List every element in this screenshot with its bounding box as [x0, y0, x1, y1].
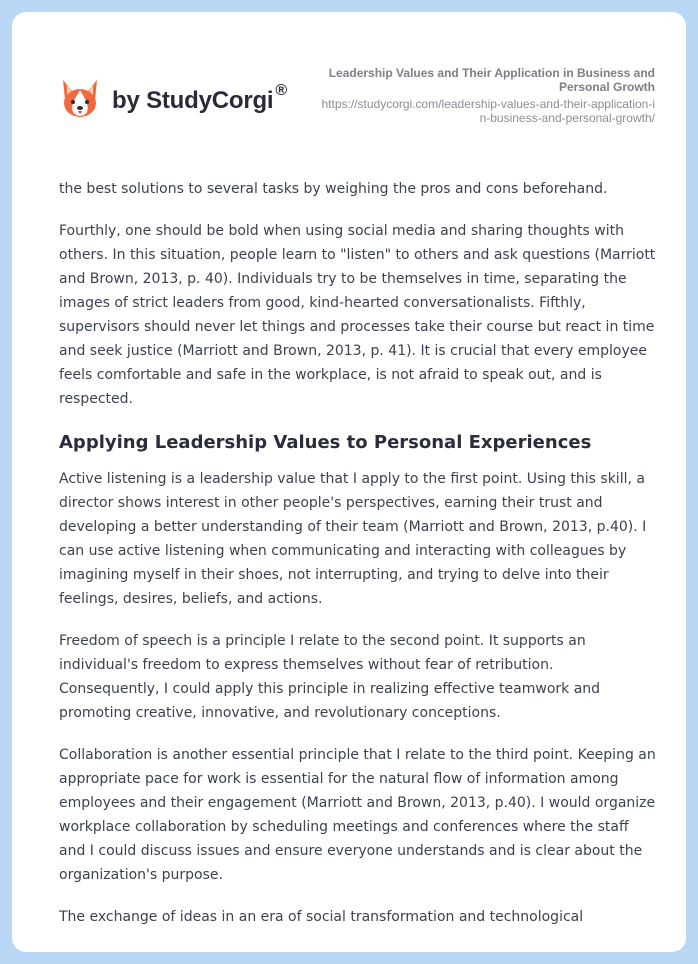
corgi-logo-icon [60, 76, 100, 120]
section-heading: Applying Leadership Values to Personal Experiences [59, 432, 592, 453]
article-body [59, 177, 657, 947]
registered-mark: ® [275, 81, 287, 99]
document-title: Leadership Values and Their Application in Business and Personal Growth [328, 66, 655, 94]
document-page [12, 12, 686, 952]
paragraph: The exchange of ideas in an era of social transformation and technological [59, 909, 584, 925]
paragraph: Fourthly, one should be bold when using social media and sharing thoughts with others. In this situation, people learn to "listen" to others and ask questions (Marriott and Brown, 2013, p. 40). Individuals try to be themselves in time, separating the images of strict leaders from good, kind-hearted conversationalists. Fifthly, supervisors should never let things and processes take their course but react in time and seek justice (Marriott and Brown, 2013, p. 41). It is crucial that every employee feels comfortable and safe in the workplace, is not afraid to speak out, and is respected. [59, 223, 656, 407]
brand-logo[interactable] [60, 76, 287, 120]
brand-name: by StudyCorgi ® [112, 81, 287, 114]
paragraph: Active listening is a leadership value that I apply to the first point. Using this skill, a director shows interest in other people's perspectives, earning their trust and developing a better understanding of their team (Marriott and Brown, 2013, p.40). I can use active listening when communicating and interacting with colleagues by imagining myself in their shoes, not interrupting, and trying to delve into their feelings, desires, beliefs, and actions. [59, 471, 647, 607]
paragraph: Freedom of speech is a principle I relate to the second point. It supports an individual's freedom to express themselves without fear of retribution. Consequently, I could apply this principle in realizing effective teamwork and promoting creative, innovative, and revolutionary conceptions. [59, 633, 601, 721]
paragraph: the best solutions to several tasks by weighing the pros and cons beforehand. [59, 181, 608, 197]
paragraph: Collaboration is another essential principle that I relate to the third point. Keeping an appropriate pace for work is essential for the natural flow of information among employees and their engagement (Marriott and Brown, 2013, p.40). I would organize workplace collaboration by scheduling meetings and conferences where the staff and I could discuss issues and ensure everyone understands and is clear about the organization's purpose. [59, 747, 656, 883]
document-url[interactable]: https://studycorgi.com/leadership-values-and-their-application-in-business-and-personal-growth/ [321, 97, 655, 125]
page-header [12, 12, 686, 152]
document-meta [315, 66, 655, 125]
